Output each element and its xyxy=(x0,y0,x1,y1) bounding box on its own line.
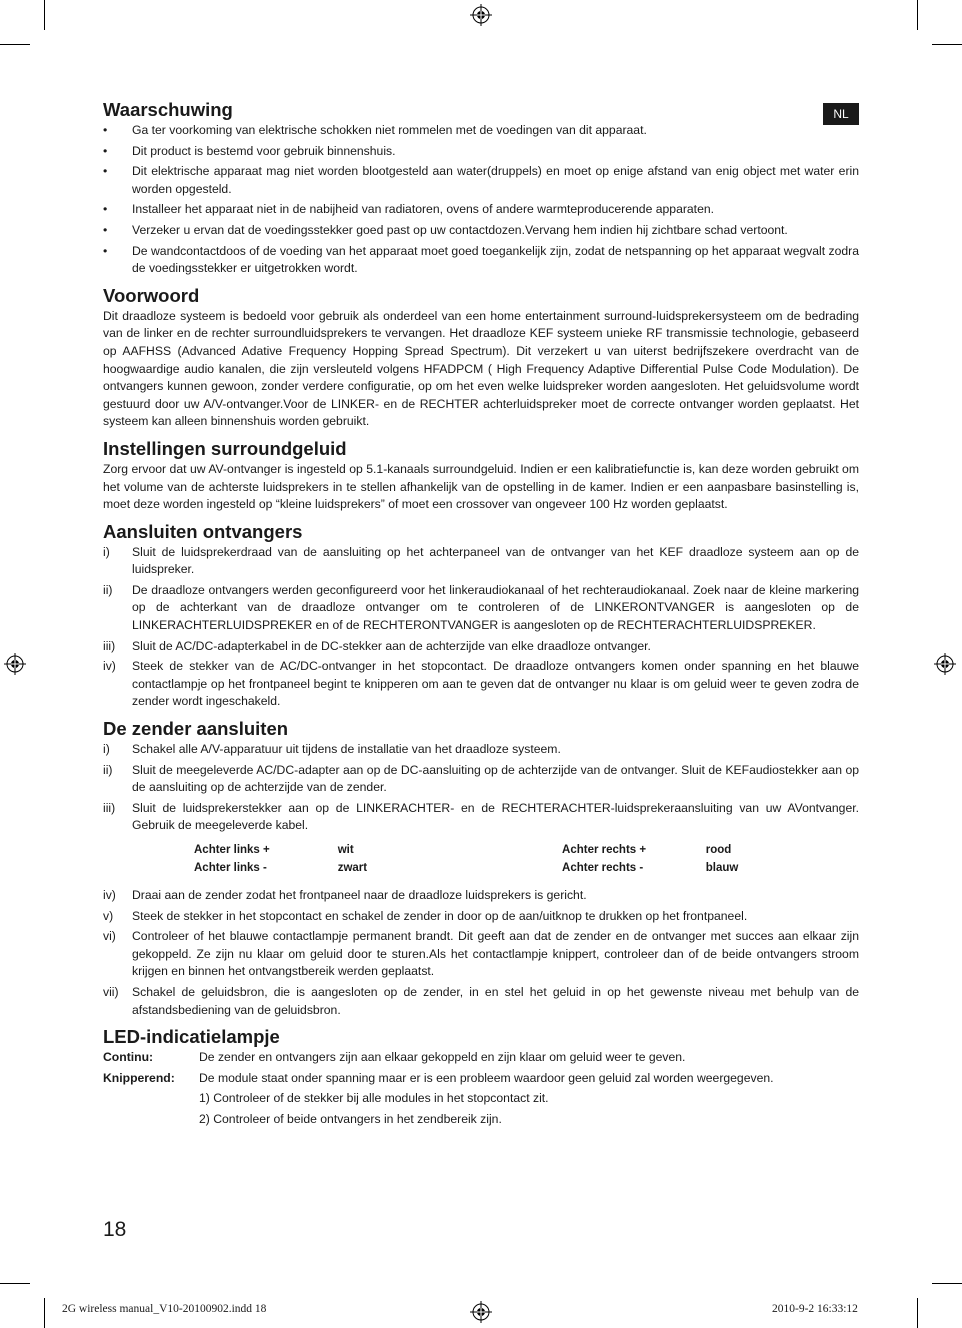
list-item-text: Ga ter voorkoming van elektrische schokken niet rommelen met de voedingen van dit apparaat. xyxy=(132,123,647,137)
warning-list xyxy=(103,122,859,278)
section-title: LED-indicatielampje xyxy=(103,1026,280,1048)
step-number: i) xyxy=(103,544,110,559)
registration-mark-icon xyxy=(470,1301,492,1323)
step-text: Sluit de luidsprekerdraad van de aansluiting op het achterpaneel van de ontvanger van het KEF draadloze systeem aan op de luidspreker. xyxy=(132,544,859,577)
list-item xyxy=(103,984,859,1019)
step-number: v) xyxy=(103,908,114,923)
step-number: iii) xyxy=(103,800,116,815)
section-instellingen xyxy=(103,437,859,514)
crop-mark xyxy=(0,1283,30,1284)
list-item xyxy=(103,741,859,759)
section-title: Aansluiten ontvangers xyxy=(103,520,303,542)
step-text: Steek de stekker van de AC/DC-ontvanger in het stopcontact. De draadloze ontvangers komen onder spanning en het blauwe contactlampje op het frontpaneel begint te knipperen om aan te geven dat de ontvanger nu klaar is om geluid weer te geven zodra de zender wordt ingeschakeld. xyxy=(132,659,859,709)
section-title: Instellingen surroundgeluid xyxy=(103,437,347,459)
section-title: Voorwoord xyxy=(103,284,200,306)
crop-mark xyxy=(932,1283,962,1284)
led-row-continu xyxy=(103,1049,859,1067)
list-item-text: Dit product is bestemd voor gebruik binnenshuis. xyxy=(132,143,396,158)
step-text: Steek de stekker in het stopcontact en schakel de zender in door op de aan/uitknop te drukken op het frontpaneel. xyxy=(132,908,748,923)
wiring-table xyxy=(194,841,764,877)
table-cell: Achter links - xyxy=(194,862,267,874)
list-item: • Verzeker u ervan dat de voedingsstekker goed past op uw contactdozen.Vervang hem indien hij zichtbare schad vertoont. xyxy=(103,222,788,237)
table-row xyxy=(194,841,764,859)
step-text: Schakel alle A/V-apparatuur uit tijdens de installatie van het draadloze systeem. xyxy=(132,742,561,757)
section-title: De zender aansluiten xyxy=(103,718,289,740)
page-content xyxy=(103,98,859,1135)
crop-mark xyxy=(917,0,918,30)
section-led xyxy=(103,1025,859,1128)
registration-mark-icon xyxy=(470,4,492,26)
step-number: ii) xyxy=(103,762,113,777)
table-cell: Achter rechts + xyxy=(562,844,647,856)
led-step: 1) Controleer of de stekker bij alle modules in het stopcontact zit. xyxy=(199,1091,549,1106)
step-text: De draadloze ontvangers werden geconfigureerd voor het linkeraudiokanaal of het rechteraudiokanaal. Zoek naar de kleine markering op de achterkant van de draadloze ontvanger om te controleren of de LINKERONTVANGER is aangesloten op de LINKERACHTERLUIDSPREKER en of de RECHTERONTVANGER is aangesloten op de RECHTERACHTERLUIDSPREKER. xyxy=(132,582,859,633)
list-item-text: Verzeker u ervan dat de voedingsstekker goed past op uw contactdozen.Vervang hem indien hij zichtbare schad vertoont. xyxy=(132,222,788,237)
step-text: Controleer of het blauwe contactlampje permanent brandt. Dit geeft aan dat de zender en de ontvanger met succes aan elkaar zijn gekoppeld. Ze zijn nu klaar om geluid door te sturen.Als het contactlampje knippert, controleer dan of de beide ontvangers stroom krijgen en binnen het ontvangstbereik werden geplaatst. xyxy=(132,929,859,979)
step-text: Draai aan de zender zodat het frontpaneel naar de draadloze luidsprekers is gericht. xyxy=(132,888,587,902)
registration-mark-icon xyxy=(934,653,956,675)
list-item xyxy=(103,908,859,926)
list-item: • Ga ter voorkoming van elektrische schokken niet rommelen met de voedingen van dit apparaat. xyxy=(103,123,647,137)
steps-list xyxy=(103,544,859,711)
list-item xyxy=(103,544,859,579)
crop-mark xyxy=(44,1298,45,1328)
step-text: Sluit de meegeleverde AC/DC-adapter aan op de DC-aansluiting op de achterzijde van de ontvanger. Sluit de KEFaudiostekker aan op de aansluiting op de achterzijde van de zender. xyxy=(132,762,859,795)
section-title: Waarschuwing xyxy=(103,99,233,120)
section-waarschuwing xyxy=(103,98,859,278)
table-cell: Achter links + xyxy=(194,844,270,856)
list-item xyxy=(103,762,859,797)
list-item: • De wandcontactdoos of de voeding van het apparaat moet goed toegankelijk zijn, zodat de netspanning op het apparaat wegvalt zodra de voedingsstekker er uitgetrokken wordt. xyxy=(103,243,859,276)
list-item: • Dit elektrische apparaat mag niet worden blootgesteld aan water(druppels) en moet op enige afstand van enig object met water erin worden opgesteld. xyxy=(103,164,859,196)
list-item xyxy=(103,638,859,656)
table-cell: blauw xyxy=(705,862,739,874)
list-item-text: De wandcontactdoos of de voeding van het apparaat moet goed toegankelijk zijn, zodat de netspanning op het apparaat wegvalt zodra de voedingsstekker er uitgetrokken wordt. xyxy=(132,243,859,276)
footer-date: 2010-9-2 16:33:12 xyxy=(772,1303,858,1315)
step-number: iv) xyxy=(103,888,116,902)
step-number: i) xyxy=(103,742,110,757)
step-text: Sluit de AC/DC-adapterkabel in de DC-stekker aan de achterzijde van elke draadloze ontvanger. xyxy=(132,638,651,653)
steps-list xyxy=(103,887,859,1019)
table-row xyxy=(194,859,764,877)
step-number: vii) xyxy=(103,984,119,999)
section-voorwoord xyxy=(103,284,859,431)
crop-mark xyxy=(917,1298,918,1328)
step-text: Sluit de luidsprekerstekker aan op de LINKERACHTER- en de RECHTERACHTER-luidsprekeraansluiting van uw AVontvanger. Gebruik de meegeleverde kabel. xyxy=(132,800,859,833)
led-row-knipperend xyxy=(103,1070,859,1088)
page-number: 18 xyxy=(103,1218,127,1241)
paragraph: Dit draadloze systeem is bedoeld voor gebruik als onderdeel van een home entertainment surround-luidsprekersysteem om de bedrading van de linker en de rechter surroundluidsprekers te vervangen. Het draadloze KEF systeem unieke RF transmissie technologie, gebaseerd op AAFHSS (Advanced Adative Frequency Hopping Spread Spectrum). Dit verzekert u van uiterst bedrijfszekere overdracht van de hoogwaardige audio kanalen, die zijn versleuteld volgens HFADPCM ( High Frequency Adaptive Differential Pulse Code Modulation). De ontvangers kunnen gewoon, zonder verdere configuratie, op om het even welke luidspreker worden aangesloten. Het geluidsvolume wordt gestuurd door uw A/V-ontvanger.Voor de LINKER- en de RECHTER achterluidspreker moet de correcte ontvanger worden geplaatst. Het systeem kan alleen binnenshuis worden gebruikt. xyxy=(103,308,859,429)
list-item-text: Installeer het apparaat niet in de nabijheid van radiatoren, ovens of andere warmteproducerende apparaten. xyxy=(132,202,715,217)
paragraph: Zorg ervoor dat uw AV-ontvanger is ingesteld op 5.1-kanaals surroundgeluid. Indien er een kalibratiefunctie is, kan deze worden gebruikt om het volume van de achterste luidsprekers in te stellen afhankelijk van de opstelling in de kamer. Indien er een aanpasbare basinstelling is, moet deze worden ingesteld op “kleine luidsprekers” of moet een crossover van ongeveer 100 Hz worden geplaatst. xyxy=(103,461,859,512)
led-label: Knipperend: xyxy=(103,1070,175,1085)
step-number: vi) xyxy=(103,929,116,944)
list-item xyxy=(103,658,859,711)
crop-mark xyxy=(44,0,45,30)
steps-list xyxy=(103,741,859,835)
led-label: Continu: xyxy=(103,1050,154,1065)
list-item xyxy=(103,887,859,905)
table-cell: wit xyxy=(337,844,354,856)
list-item xyxy=(103,928,859,981)
table-cell: zwart xyxy=(337,862,368,874)
table-cell: rood xyxy=(705,844,732,856)
list-item xyxy=(103,800,859,835)
registration-mark-icon xyxy=(4,653,26,675)
list-item-text: Dit elektrische apparaat mag niet worden blootgesteld aan water(druppels) en moet op enige afstand van enig object met water erin worden opgesteld. xyxy=(132,164,859,196)
list-item: • Dit product is bestemd voor gebruik binnenshuis. xyxy=(103,143,396,158)
table-cell: Achter rechts - xyxy=(562,862,644,874)
section-ontvangers xyxy=(103,520,859,711)
footer-file: 2G wireless manual_V10-20100902.indd 18 xyxy=(62,1303,267,1315)
crop-mark xyxy=(0,44,30,45)
step-number: iv) xyxy=(103,659,116,674)
step-text: Schakel de geluidsbron, die is aangesloten op de zender, in en stel het geluid in op het gewenste niveau met behulp van de afstandsbediening van de geluidsbron. xyxy=(132,984,859,1017)
crop-mark xyxy=(932,44,962,45)
section-zender xyxy=(103,717,859,1019)
list-item: • Installeer het apparaat niet in de nabijheid van radiatoren, ovens of andere warmteproducerende apparaten. xyxy=(103,202,715,217)
step-number: iii) xyxy=(103,638,116,653)
led-text: De module staat onder spanning maar er is een probleem waardoor geen geluid zal worden weergegeven. xyxy=(199,1070,774,1085)
list-item xyxy=(103,582,859,635)
led-text: De zender en ontvangers zijn aan elkaar gekoppeld en zijn klaar om geluid weer te geven. xyxy=(199,1050,686,1065)
led-step: 2) Controleer of beide ontvangers in het zendbereik zijn. xyxy=(199,1111,502,1126)
language-badge: NL xyxy=(823,103,859,125)
step-number: ii) xyxy=(103,582,113,597)
